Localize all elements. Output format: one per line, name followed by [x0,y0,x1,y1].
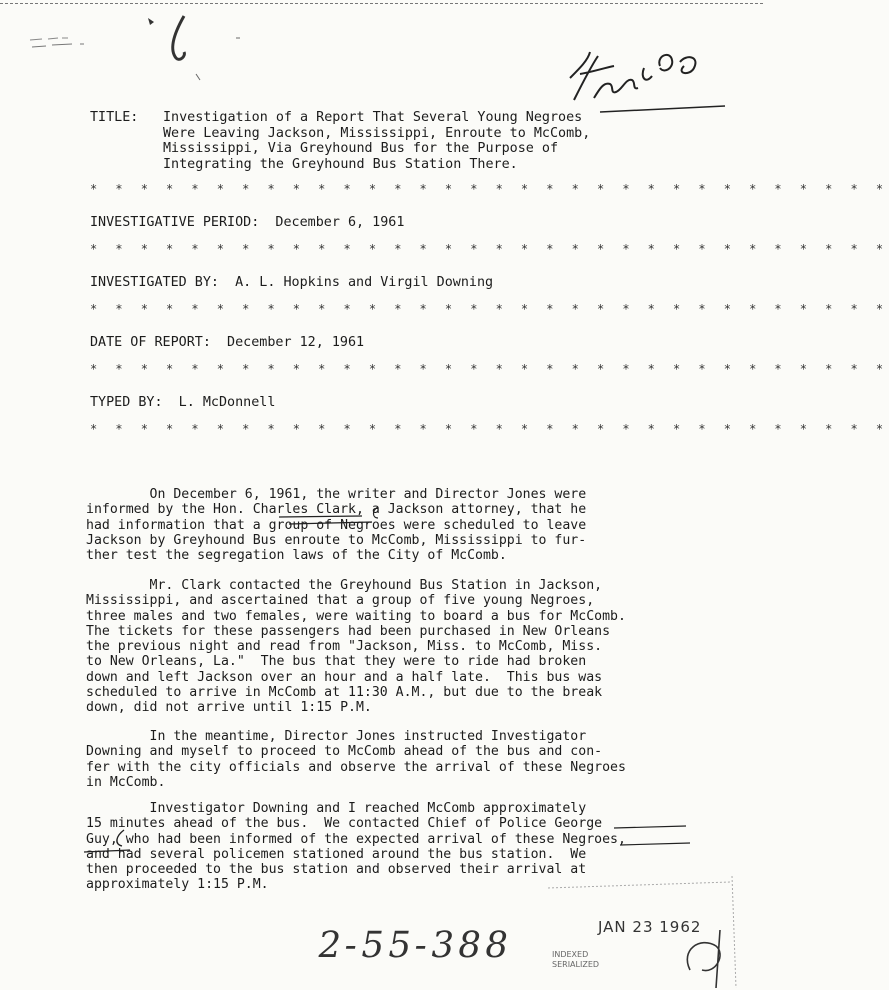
paragraph-line: 15 minutes ahead of the bus. We contacted Chief of Police George [86,816,603,832]
paragraph-line: The tickets for these passengers had been purchased in New Orleans [86,623,611,639]
typed-by: TYPED BY: L. McDonnell [90,395,276,410]
stamp-indexed: INDEXED [552,950,589,959]
paragraph-line: ther test the segregation laws of the City of McComb. [86,548,507,564]
title-line: Integrating the Greyhound Bus Station There. [163,156,518,172]
paragraph-line: Mississippi, and ascertained that a group of five young Negroes, [86,593,595,609]
paragraph-line: scheduled to arrive in McComb at 11:30 A.M., but due to the break [86,685,603,701]
paragraph-line: Jackson by Greyhound Bus enroute to McComb, Mississippi to fur- [86,532,587,548]
paragraph-line: down and left Jackson over an hour and a half late. This bus was [86,669,603,685]
paragraph-line: then proceeded to the bus station and observed their arrival at [86,862,587,878]
title-label: TITLE: [90,110,139,125]
paragraph-line: approximately 1:15 P.M. [86,877,269,893]
paragraph-line: Investigator Downing and I reached McComb approximately [86,801,587,816]
title-line: Were Leaving Jackson, Mississippi, Enroute to McComb, [163,125,591,141]
paragraph-line: On December 6, 1961, the writer and Director Jones were [86,487,587,502]
stamp-serialized: SERIALIZED [552,960,600,969]
paragraph-line: the previous night and read from "Jackson, Miss. to McComb, Miss. [86,639,603,655]
paragraph-line: Guy, who had been informed of the expected arrival of these Negroes, [86,831,626,847]
paragraph-line: down, did not arrive until 1:15 P.M. [86,700,372,716]
separator: * * * * * * * * * * * * * * * * * * * * * * * * * * * * * * * * [90,182,889,196]
title-line: Mississippi, Via Greyhound Bus for the Purpose of [163,141,559,156]
paragraph-line: had information that a group of Negroes were scheduled to leave [86,517,587,533]
paragraph-line: to New Orleans, La." The bus that they were to ride had broken [86,654,587,670]
investigated-by: INVESTIGATED BY: A. L. Hopkins and Virgil Downing [90,275,494,290]
paragraph-line: three males and two females, were waiting to board a bus for McComb. [86,608,626,624]
paragraph-line: in McComb. [86,774,166,790]
paragraph-line: Downing and myself to proceed to McComb ahead of the bus and con- [86,744,603,760]
paragraph-line: and had several policemen stationed around the bus station. We [86,846,587,862]
paragraph-line: In the meantime, Director Jones instructed Investigator [86,729,587,744]
separator: * * * * * * * * * * * * * * * * * * * * * * * * * * * * * * * * [90,422,889,436]
stamp-date: JAN 23 1962 [598,918,702,936]
date-of-report: DATE OF REPORT: December 12, 1961 [90,335,365,350]
separator: * * * * * * * * * * * * * * * * * * * * * * * * * * * * * * * * [90,362,889,376]
paragraph-line: fer with the city officials and observe the arrival of these Negroes [86,759,626,775]
paragraph-line: Mr. Clark contacted the Greyhound Bus Station in Jackson, [86,578,603,593]
separator: * * * * * * * * * * * * * * * * * * * * * * * * * * * * * * * * [90,302,889,316]
paragraph-line: informed by the Hon. Charles Clark, a Jackson attorney, that he [86,502,587,518]
file-number: 2-55-388 [314,925,516,966]
investigative-period: INVESTIGATIVE PERIOD: December 6, 1961 [90,215,405,230]
separator: * * * * * * * * * * * * * * * * * * * * * * * * * * * * * * * * [90,242,889,256]
title-line: Investigation of a Report That Several Young Negroes [163,110,583,125]
